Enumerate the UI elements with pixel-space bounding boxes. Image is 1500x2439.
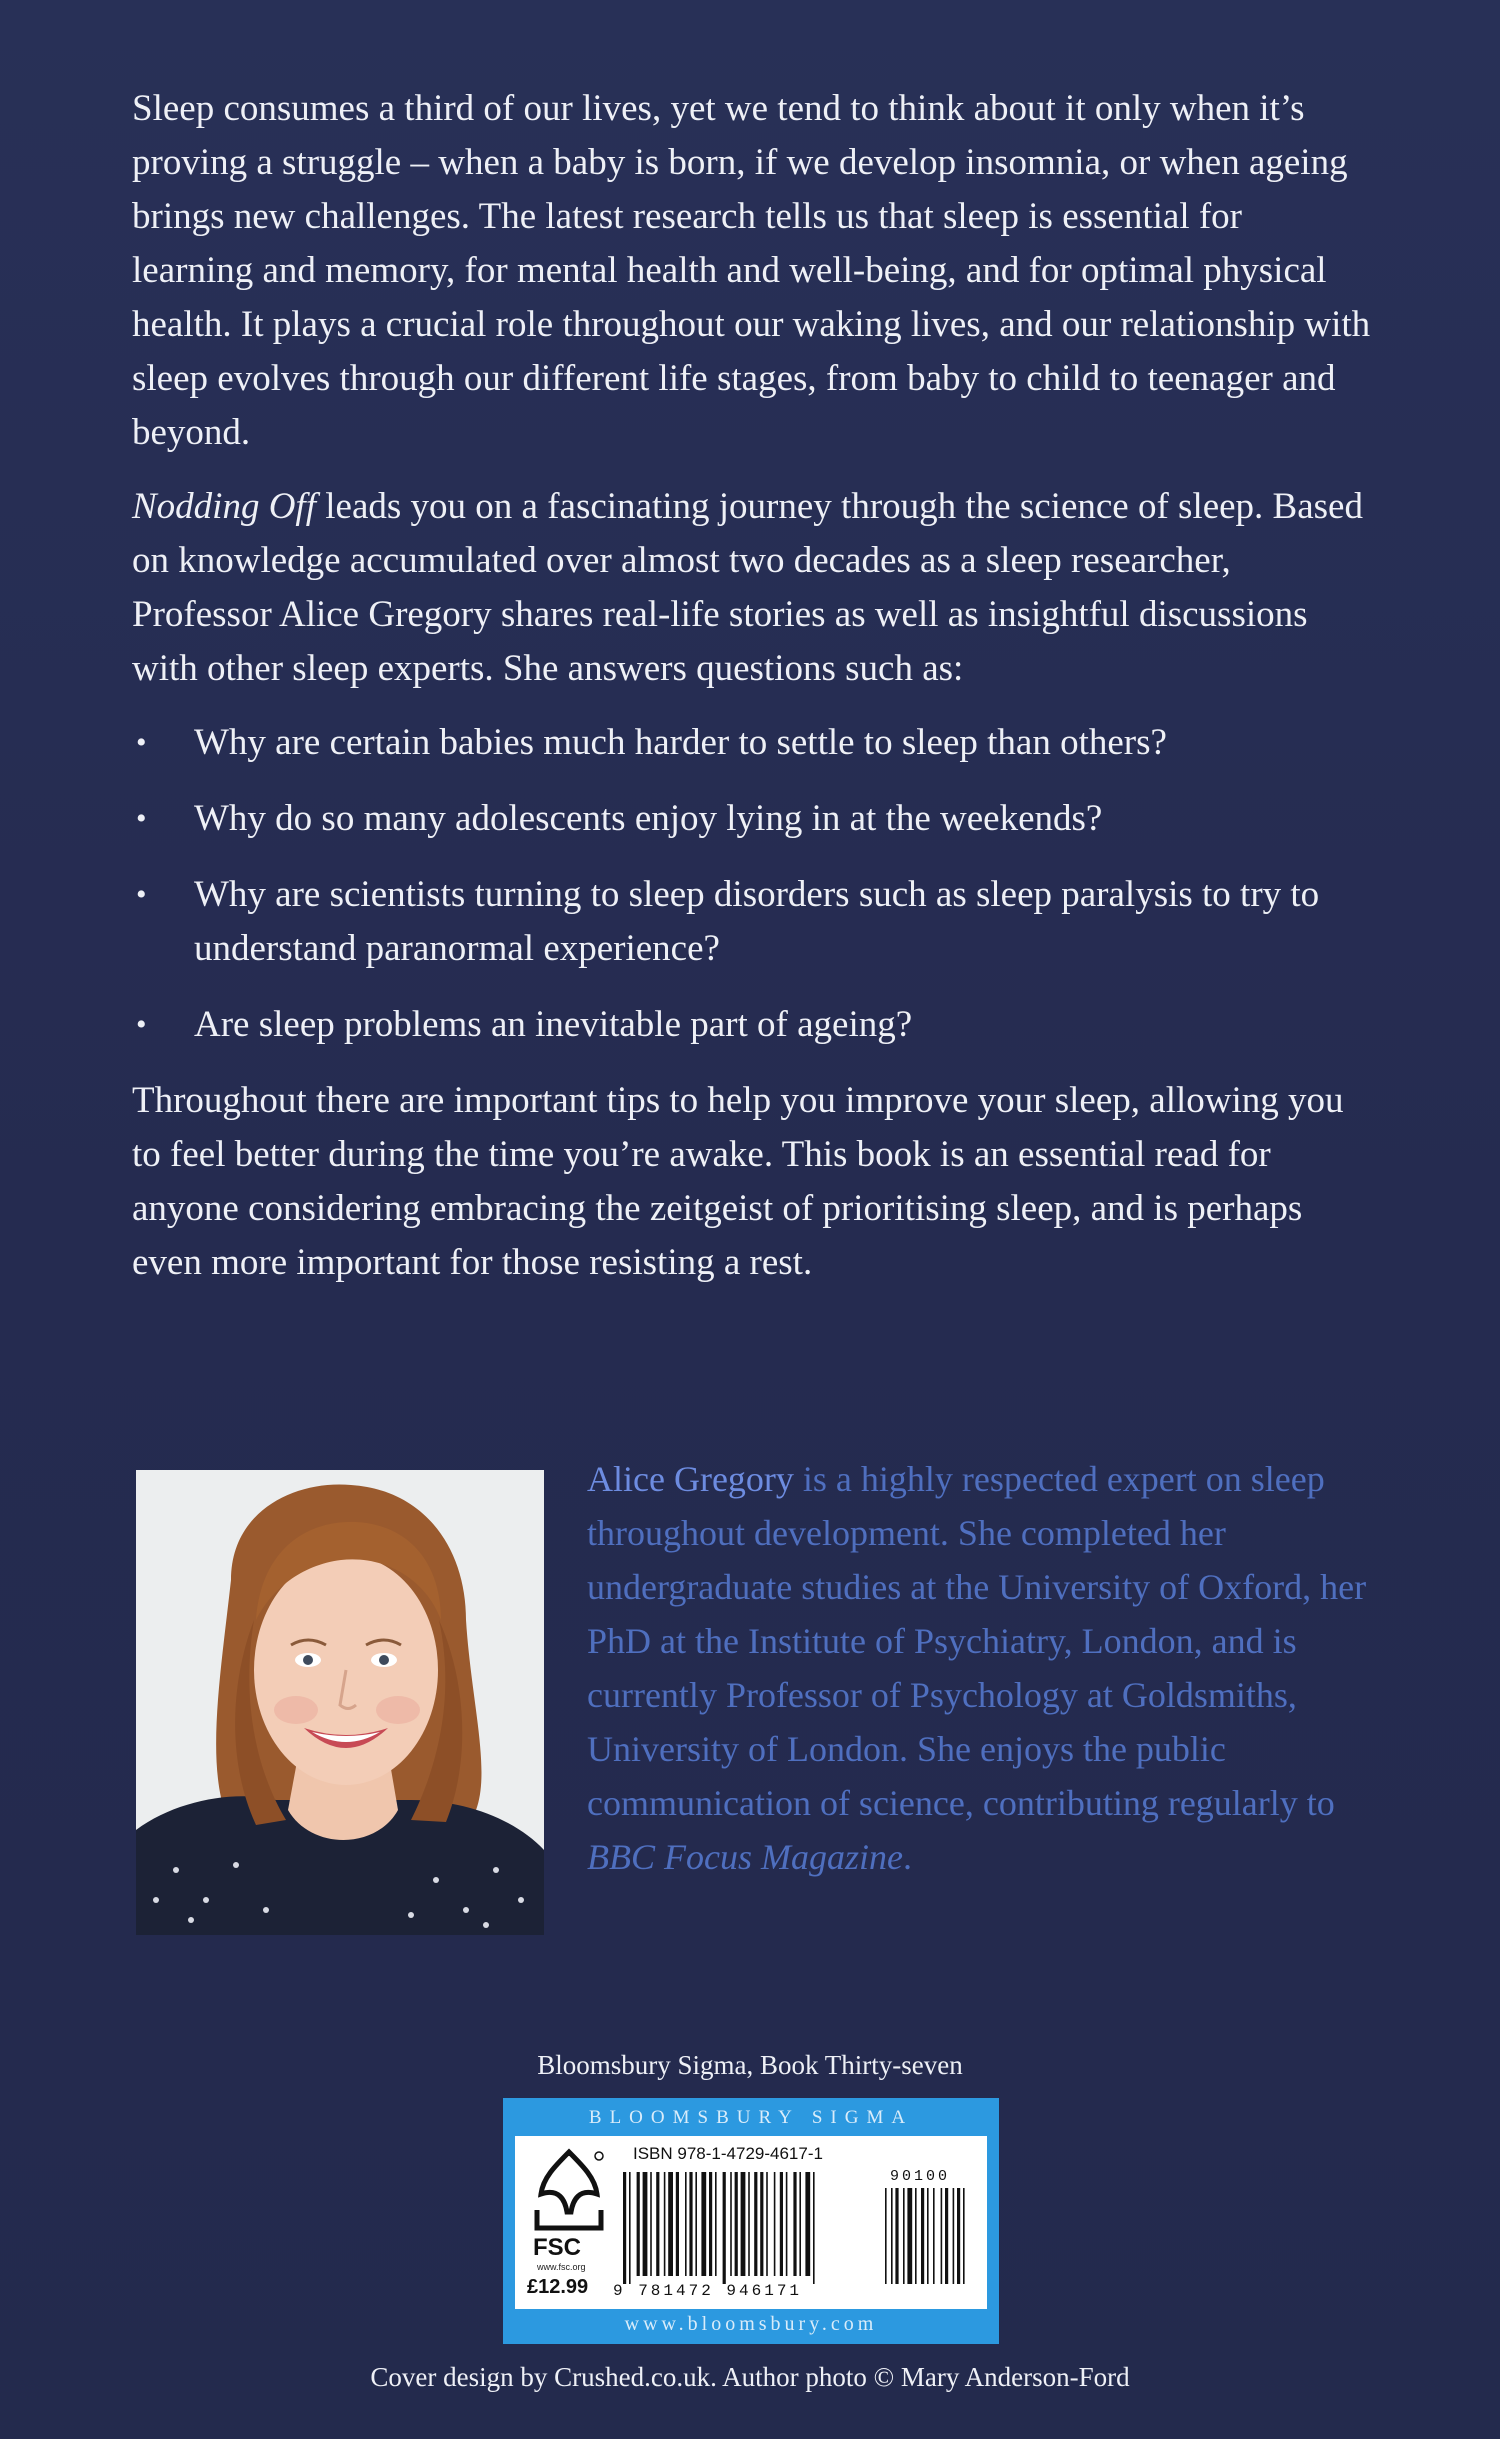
barcode-addon-bar [941, 2188, 943, 2284]
barcode-bar [656, 2172, 659, 2276]
barcode-addon-bar [957, 2188, 960, 2284]
barcode-bar [701, 2172, 706, 2276]
bullet-icon: • [136, 802, 147, 835]
barcode-bar [664, 2172, 666, 2276]
barcode-bar [754, 2172, 757, 2276]
barcode-bar [668, 2172, 673, 2276]
barcode-bar [723, 2172, 726, 2284]
barcode-bar [623, 2172, 626, 2284]
barcode-bar [650, 2172, 652, 2276]
barcode-bar [695, 2172, 697, 2276]
fsc-label: FSC [533, 2234, 581, 2261]
barcode-bar [780, 2172, 783, 2276]
barcode-addon-bar [963, 2188, 965, 2284]
barcode-bar [805, 2172, 810, 2276]
question-text: Why are scientists turning to sleep disorders such as sleep paralysis to try to understand paranormal experience? [194, 874, 1320, 969]
barcode-panel [503, 2098, 999, 2344]
barcode-bar [730, 2172, 732, 2276]
barcode-digits: 9 781472 946171 [613, 2282, 803, 2300]
barcode-bar [709, 2172, 712, 2276]
blurb-paragraph-2-text: leads you on a fascinating journey through the science of sleep. Based on knowledge accumulated over almost two decades as a sleep researcher, Professor Alice Gregory shares real-life stories as well as insightful discussions with other sleep experts. She answers questions such as: [132, 486, 1363, 689]
question-text: Are sleep problems an inevitable part of ageing? [194, 1004, 913, 1045]
magazine-title: BBC Focus Magazine [587, 1837, 903, 1877]
barcode-addon-bar [907, 2188, 912, 2284]
barcode-label [515, 2136, 987, 2309]
isbn: ISBN 978-1-4729-4617-1 [633, 2144, 823, 2163]
author-name: Alice Gregory [587, 1459, 794, 1499]
fsc-url: www.fsc.org [537, 2262, 586, 2272]
price: £12.99 [527, 2276, 589, 2298]
barcode-bar [813, 2172, 815, 2284]
barcode-bar [799, 2172, 801, 2276]
barcode-addon-bar [953, 2188, 955, 2284]
barcode-addon-bar [885, 2188, 887, 2284]
list-item [132, 792, 1372, 846]
author-bio [587, 1452, 1387, 1884]
barcode-bar [774, 2172, 776, 2276]
barcode-addon-bar [945, 2188, 948, 2284]
blurb-paragraph-2 [132, 480, 1372, 696]
barcode-addon-bar [895, 2188, 898, 2284]
barcode-bar [715, 2172, 717, 2276]
barcode-addon-bar [903, 2188, 905, 2284]
barcode-bar [735, 2172, 738, 2276]
barcode-addon: 90100 [890, 2168, 951, 2185]
bullet-icon: • [136, 878, 147, 911]
question-list [132, 716, 1372, 1052]
barcode-bar [793, 2172, 796, 2276]
cover-credit: Cover design by Crushed.co.uk. Author photo © Mary Anderson-Ford [370, 2362, 1130, 2392]
barcode-bar [748, 2172, 750, 2276]
barcode-addon-bar [927, 2188, 929, 2284]
question-text: Why do so many adolescents enjoy lying in at the weekends? [194, 798, 1103, 839]
blurb-paragraph-1: Sleep consumes a third of our lives, yet we tend to think about it only when it’s proving a struggle – when a baby is born, if we develop insomnia, or when ageing brings new challenges. The latest research tells us that sleep is essential for learning and memory, for mental health and well-being, and for optimal physical health. It plays a crucial role throughout our waking lives, and our relationship with sleep evolves through our different life stages, from baby to child to teenager and beyond. [132, 88, 1371, 453]
barcode-bar [676, 2172, 679, 2276]
bio-end: . [902, 1837, 912, 1877]
bullet-icon: • [136, 1008, 147, 1041]
series-label: Bloomsbury Sigma, Book Thirty-seven [537, 2050, 963, 2080]
barcode-bar [689, 2172, 692, 2276]
bullet-icon: • [136, 726, 147, 759]
barcode-bar [760, 2172, 763, 2276]
question-text: Why are certain babies much harder to settle to sleep than others? [194, 722, 1167, 763]
barcode-bars [623, 2172, 983, 2284]
blurb [132, 82, 1372, 1310]
barcode-bar [786, 2172, 788, 2276]
barcode-addon-bar [915, 2188, 917, 2284]
blurb-paragraph-3: Throughout there are important tips to help you improve your sleep, allowing you to feel better during the time you’re awake. This book is an essential read for anyone considering embracing the zeitgeist of prioritising sleep, and is perhaps even more important for those resisting a rest. [132, 1080, 1344, 1283]
list-item [132, 868, 1372, 976]
barcode-addon-bar [921, 2188, 924, 2284]
barcode-bar [766, 2172, 768, 2276]
barcode-bar [741, 2172, 746, 2276]
author-bio-text: is a highly respected expert on sleep throughout development. She completed her undergraduate studies at the University of Oxford, her PhD at the Institute of Psychiatry, London, and is currently Professor of Psychology at Goldsmiths, University of London. She enjoys the public communication of science, contributing regularly to [587, 1459, 1367, 1823]
barcode-bar [637, 2172, 640, 2276]
publisher-website: www.bloomsbury.com [624, 2313, 878, 2335]
fsc-tree-icon [529, 2148, 609, 2232]
author-photo [136, 1470, 544, 1935]
book-title: Nodding Off [132, 486, 316, 527]
barcode-bar [685, 2172, 687, 2276]
list-item [132, 998, 1372, 1052]
barcode-addon-bar [891, 2188, 893, 2284]
list-item [132, 716, 1372, 770]
barcode-addon-bar [933, 2188, 935, 2284]
publisher-imprint: BLOOMSBURY SIGMA [588, 2107, 914, 2128]
barcode-bar [643, 2172, 648, 2276]
barcode-bar [629, 2172, 631, 2284]
